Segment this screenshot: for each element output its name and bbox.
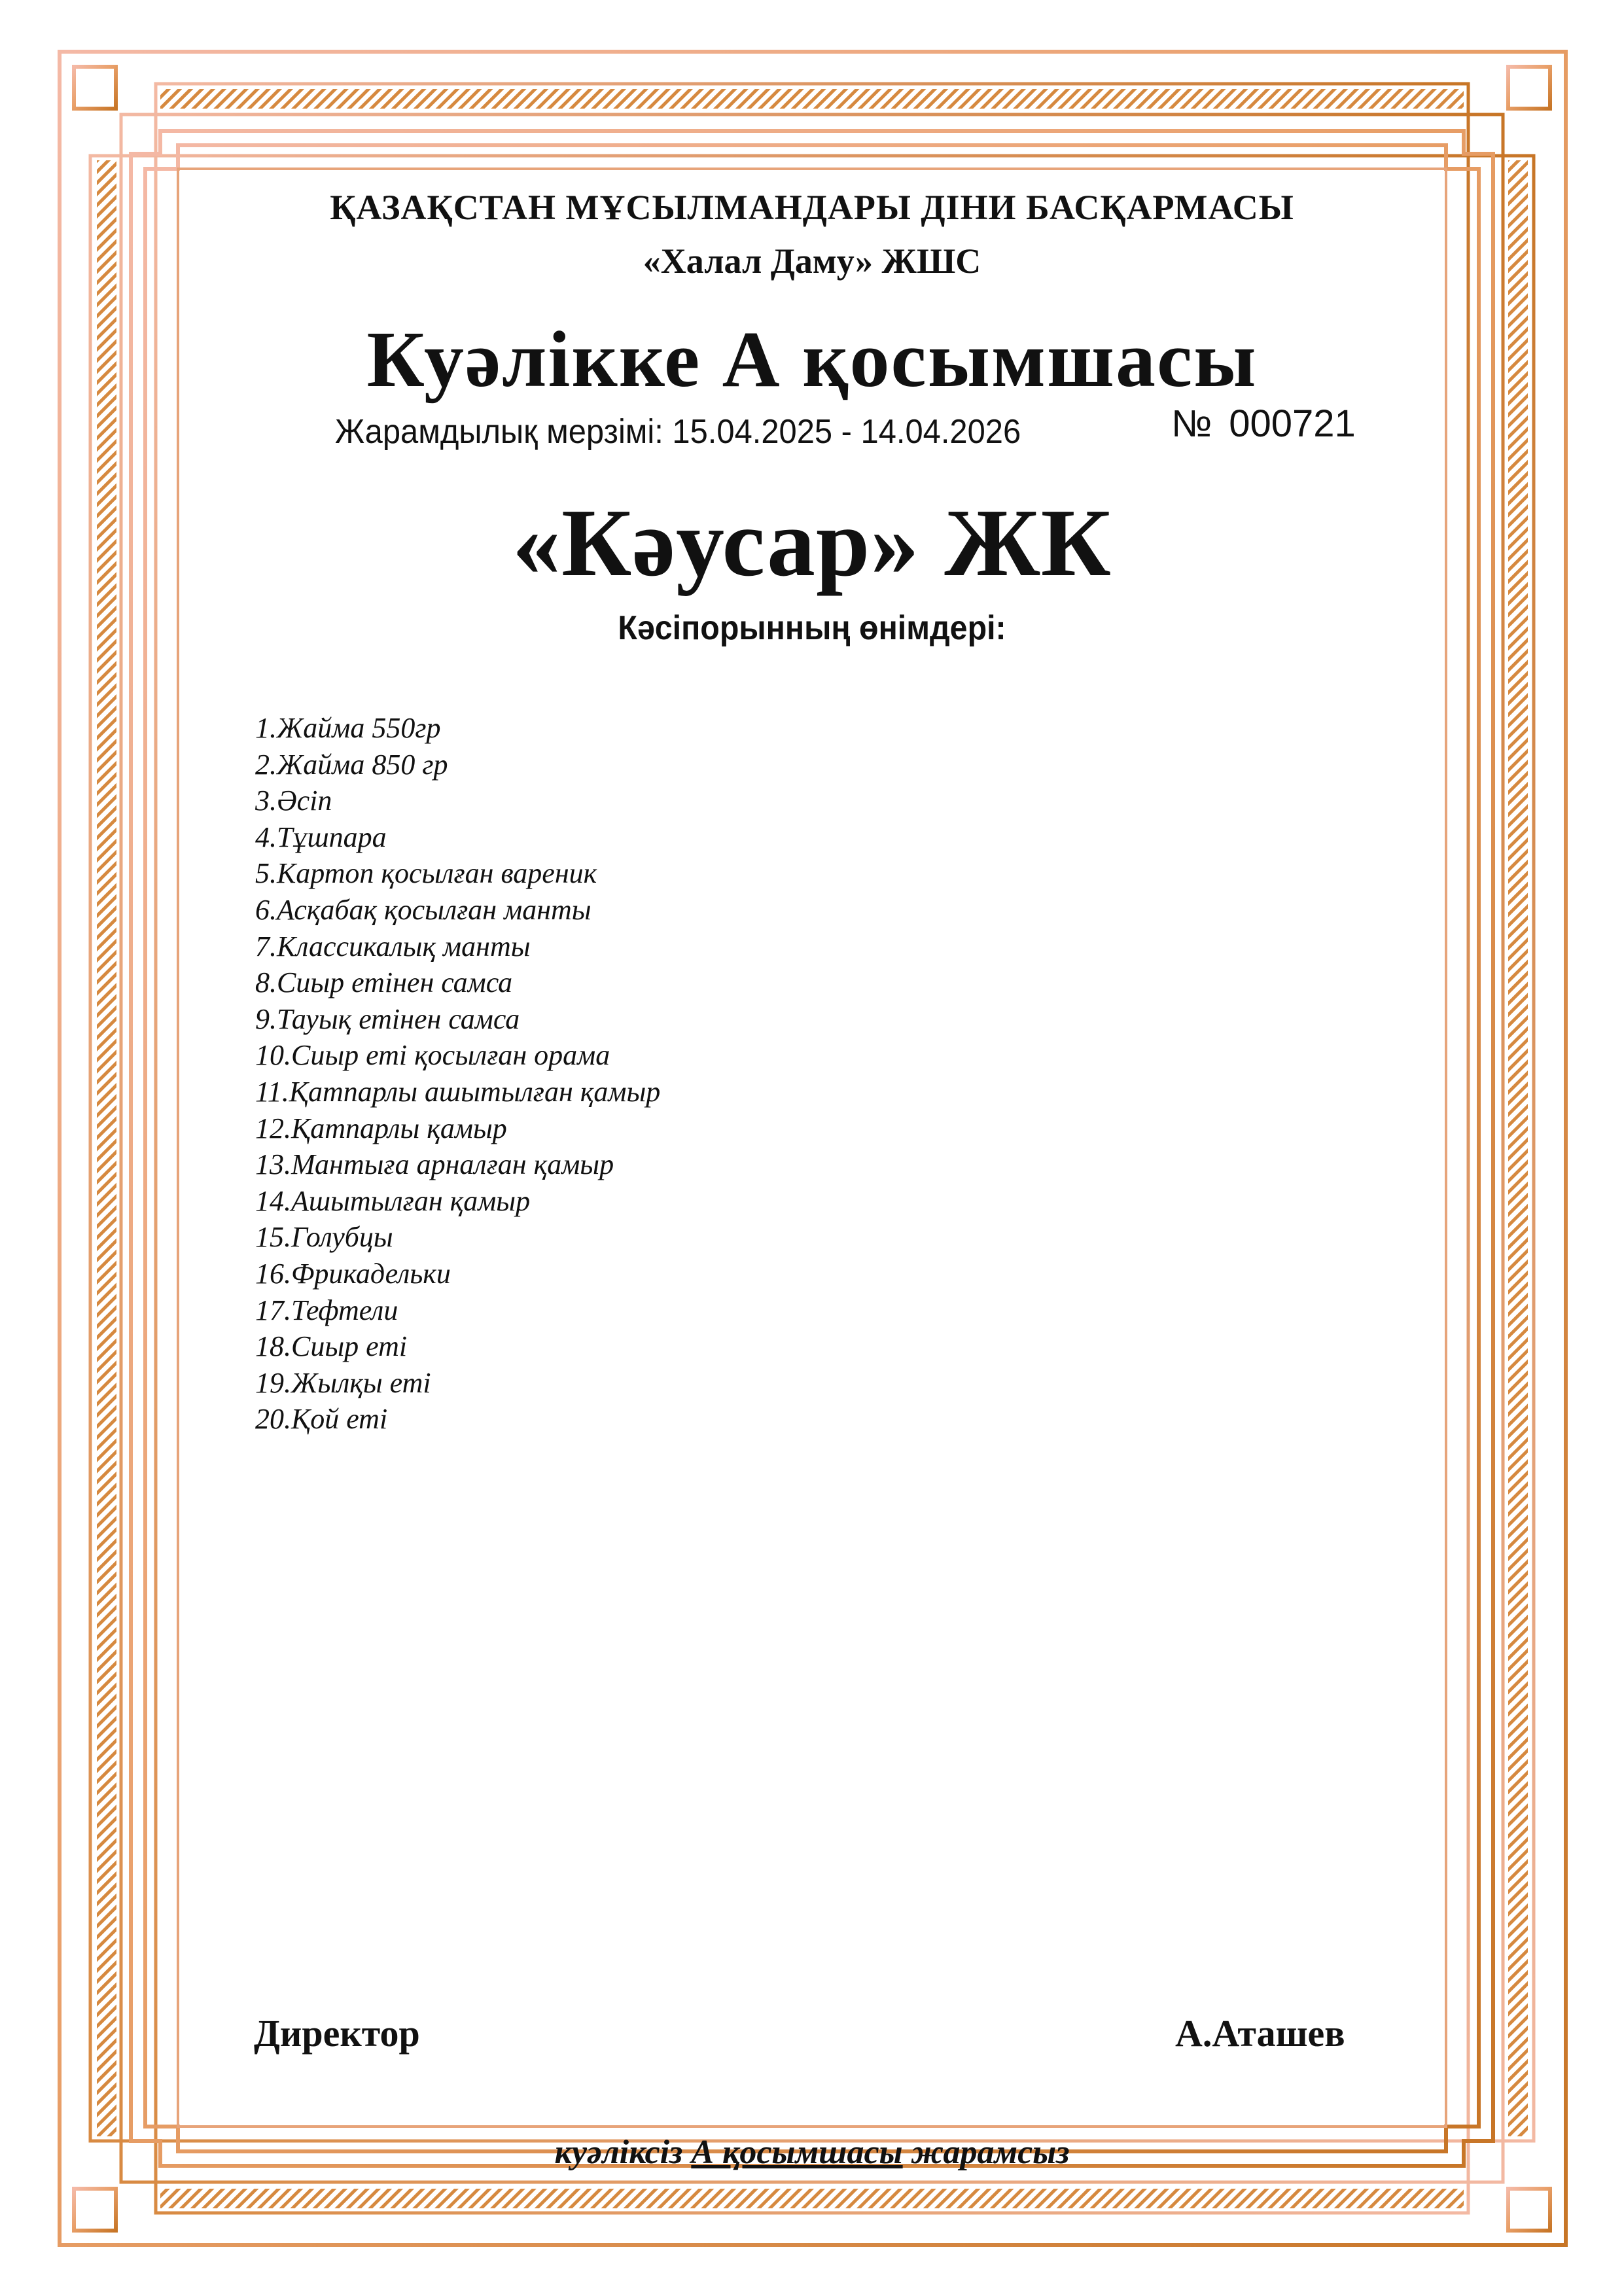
number-sign: №	[1171, 402, 1212, 445]
signatory-name: А.Аташев	[1175, 2012, 1345, 2055]
list-item: 17.Тефтели	[255, 1294, 398, 1326]
list-item: 14.Ашытылған қамыр	[255, 1184, 531, 1217]
products-list	[255, 710, 660, 1438]
company-name: «Халал Даму» ЖШС	[643, 241, 981, 281]
document-title: Куәлікке А қосымшасы	[366, 315, 1258, 404]
validity-period: Жарамдылық мерзімі: 15.04.2025 - 14.04.2026	[335, 413, 1021, 451]
list-item: 4.Тұшпара	[255, 821, 387, 853]
list-item: 2.Жайма 850 гр	[255, 748, 448, 781]
list-item: 8.Сиыр етінен самса	[255, 966, 513, 999]
list-item: 6.Асқабақ қосылған манты	[255, 893, 591, 926]
list-item: 12.Қатпарлы қамыр	[255, 1112, 507, 1144]
list-item: 10.Сиыр еті қосылған орама	[255, 1039, 610, 1072]
list-item: 19.Жылқы еті	[255, 1366, 431, 1399]
validity-note	[0, 2133, 1624, 2172]
list-item: 3.Әсіп	[255, 785, 332, 817]
document-number	[1171, 402, 1356, 446]
list-item: 5.Картоп қосылған вареник	[255, 857, 597, 890]
list-item: 15.Голубцы	[255, 1221, 393, 1254]
list-item: 13.Мантыға арналған қамыр	[255, 1148, 614, 1181]
list-item: 16.Фрикадельки	[255, 1257, 451, 1290]
list-item: 20.Қой еті	[255, 1403, 388, 1436]
list-item: 1.Жайма 550гр	[255, 712, 441, 744]
holder-name: «Кәусар» ЖК	[512, 489, 1112, 597]
validity-note-underlined: А қосымшасы	[691, 2134, 903, 2171]
signatory-role: Директор	[254, 2012, 420, 2055]
organization-name: ҚАЗАҚСТАН МҰСЫЛМАНДАРЫ ДІНИ БАСҚАРМАСЫ	[330, 188, 1294, 227]
list-item: 7.Классикалық манты	[255, 930, 531, 963]
validity-note-start: куәліксіз	[554, 2134, 692, 2171]
number-value: 000721	[1229, 402, 1356, 445]
list-item: 11.Қатпарлы ашытылған қамыр	[255, 1075, 661, 1108]
list-item: 9.Тауық етінен самса	[255, 1002, 520, 1035]
list-item: 18.Сиыр еті	[255, 1330, 408, 1363]
validity-note-end: жарамсыз	[902, 2134, 1070, 2171]
products-heading: Кәсіпорынның өнімдері:	[618, 609, 1006, 647]
